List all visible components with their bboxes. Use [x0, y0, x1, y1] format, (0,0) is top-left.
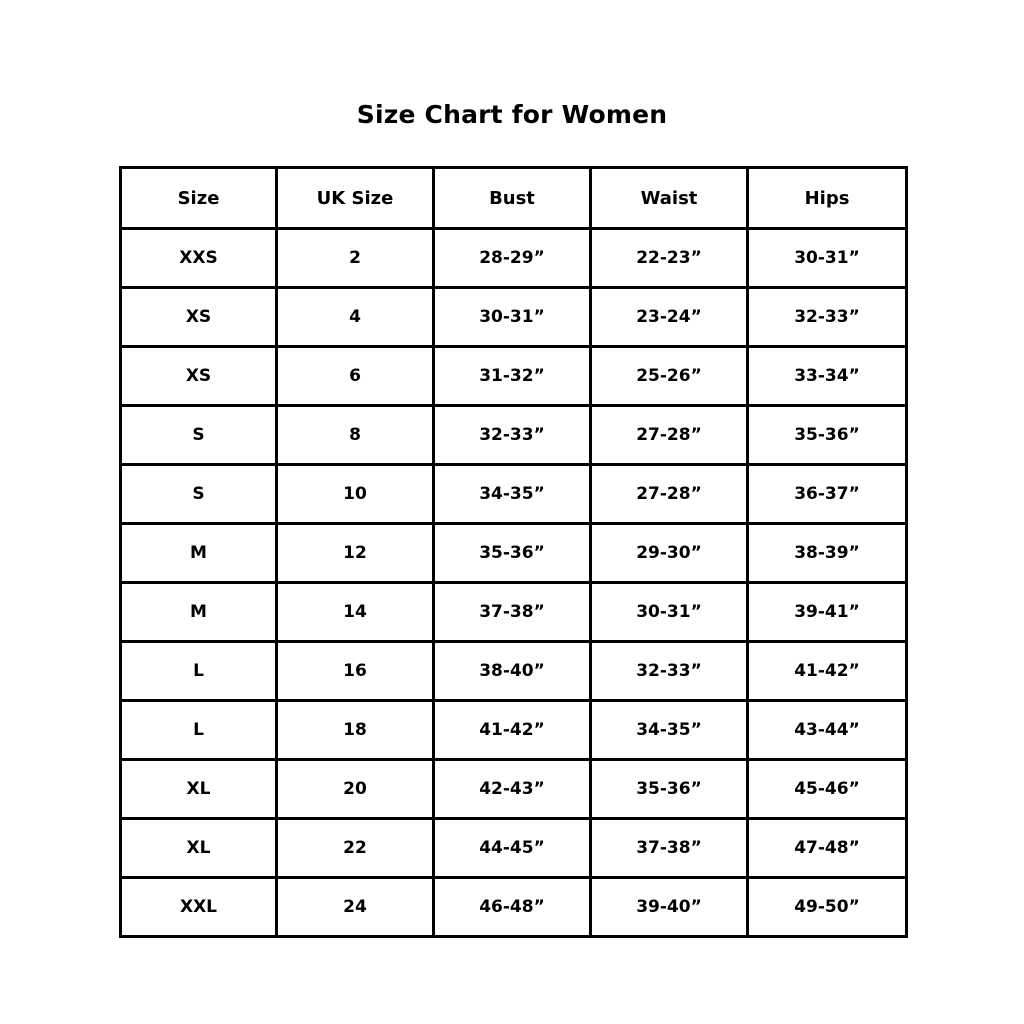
- size-table: [119, 166, 908, 938]
- table-row: [121, 524, 907, 583]
- cell-size: L: [121, 642, 277, 701]
- cell-waist: 34-35”: [591, 701, 748, 760]
- cell-bust: 42-43”: [434, 760, 591, 819]
- cell-bust: 37-38”: [434, 583, 591, 642]
- table-row: [121, 583, 907, 642]
- cell-uk-size: 22: [277, 819, 434, 878]
- table-row: [121, 701, 907, 760]
- cell-size: XS: [121, 288, 277, 347]
- cell-bust: 44-45”: [434, 819, 591, 878]
- column-header-size: Size: [121, 168, 277, 229]
- column-header-hips: Hips: [748, 168, 907, 229]
- column-header-bust: Bust: [434, 168, 591, 229]
- cell-hips: 39-41”: [748, 583, 907, 642]
- page-title: Size Chart for Women: [356, 100, 668, 129]
- cell-hips: 30-31”: [748, 229, 907, 288]
- size-table-container: [119, 166, 905, 938]
- column-header-waist: Waist: [591, 168, 748, 229]
- cell-size: M: [121, 524, 277, 583]
- cell-uk-size: 20: [277, 760, 434, 819]
- cell-hips: 38-39”: [748, 524, 907, 583]
- cell-bust: 28-29”: [434, 229, 591, 288]
- cell-size: S: [121, 465, 277, 524]
- cell-bust: 34-35”: [434, 465, 591, 524]
- table-body: [121, 229, 907, 937]
- cell-waist: 27-28”: [591, 465, 748, 524]
- cell-uk-size: 6: [277, 347, 434, 406]
- table-row: [121, 465, 907, 524]
- table-row: [121, 406, 907, 465]
- cell-bust: 38-40”: [434, 642, 591, 701]
- cell-uk-size: 4: [277, 288, 434, 347]
- table-row: [121, 347, 907, 406]
- table-row: [121, 819, 907, 878]
- cell-waist: 29-30”: [591, 524, 748, 583]
- cell-hips: 35-36”: [748, 406, 907, 465]
- cell-bust: 41-42”: [434, 701, 591, 760]
- cell-waist: 25-26”: [591, 347, 748, 406]
- cell-bust: 30-31”: [434, 288, 591, 347]
- cell-hips: 43-44”: [748, 701, 907, 760]
- cell-uk-size: 14: [277, 583, 434, 642]
- cell-uk-size: 8: [277, 406, 434, 465]
- cell-bust: 35-36”: [434, 524, 591, 583]
- table-row: [121, 760, 907, 819]
- cell-hips: 49-50”: [748, 878, 907, 937]
- cell-waist: 22-23”: [591, 229, 748, 288]
- cell-hips: 47-48”: [748, 819, 907, 878]
- cell-hips: 33-34”: [748, 347, 907, 406]
- cell-bust: 31-32”: [434, 347, 591, 406]
- cell-uk-size: 18: [277, 701, 434, 760]
- cell-bust: 32-33”: [434, 406, 591, 465]
- cell-size: XL: [121, 760, 277, 819]
- table-row: [121, 229, 907, 288]
- cell-waist: 32-33”: [591, 642, 748, 701]
- cell-hips: 36-37”: [748, 465, 907, 524]
- table-row: [121, 642, 907, 701]
- table-row: [121, 288, 907, 347]
- cell-uk-size: 24: [277, 878, 434, 937]
- cell-size: M: [121, 583, 277, 642]
- cell-waist: 30-31”: [591, 583, 748, 642]
- cell-size: XXL: [121, 878, 277, 937]
- cell-waist: 23-24”: [591, 288, 748, 347]
- cell-hips: 45-46”: [748, 760, 907, 819]
- cell-size: S: [121, 406, 277, 465]
- cell-uk-size: 12: [277, 524, 434, 583]
- cell-size: XL: [121, 819, 277, 878]
- cell-waist: 27-28”: [591, 406, 748, 465]
- cell-waist: 35-36”: [591, 760, 748, 819]
- column-header-uk-size: UK Size: [277, 168, 434, 229]
- cell-uk-size: 16: [277, 642, 434, 701]
- table-row: [121, 878, 907, 937]
- cell-bust: 46-48”: [434, 878, 591, 937]
- cell-uk-size: 2: [277, 229, 434, 288]
- cell-waist: 37-38”: [591, 819, 748, 878]
- table-header-row: [121, 168, 907, 229]
- cell-size: L: [121, 701, 277, 760]
- cell-hips: 41-42”: [748, 642, 907, 701]
- cell-hips: 32-33”: [748, 288, 907, 347]
- cell-uk-size: 10: [277, 465, 434, 524]
- cell-waist: 39-40”: [591, 878, 748, 937]
- cell-size: XXS: [121, 229, 277, 288]
- table-header: [121, 168, 907, 229]
- cell-size: XS: [121, 347, 277, 406]
